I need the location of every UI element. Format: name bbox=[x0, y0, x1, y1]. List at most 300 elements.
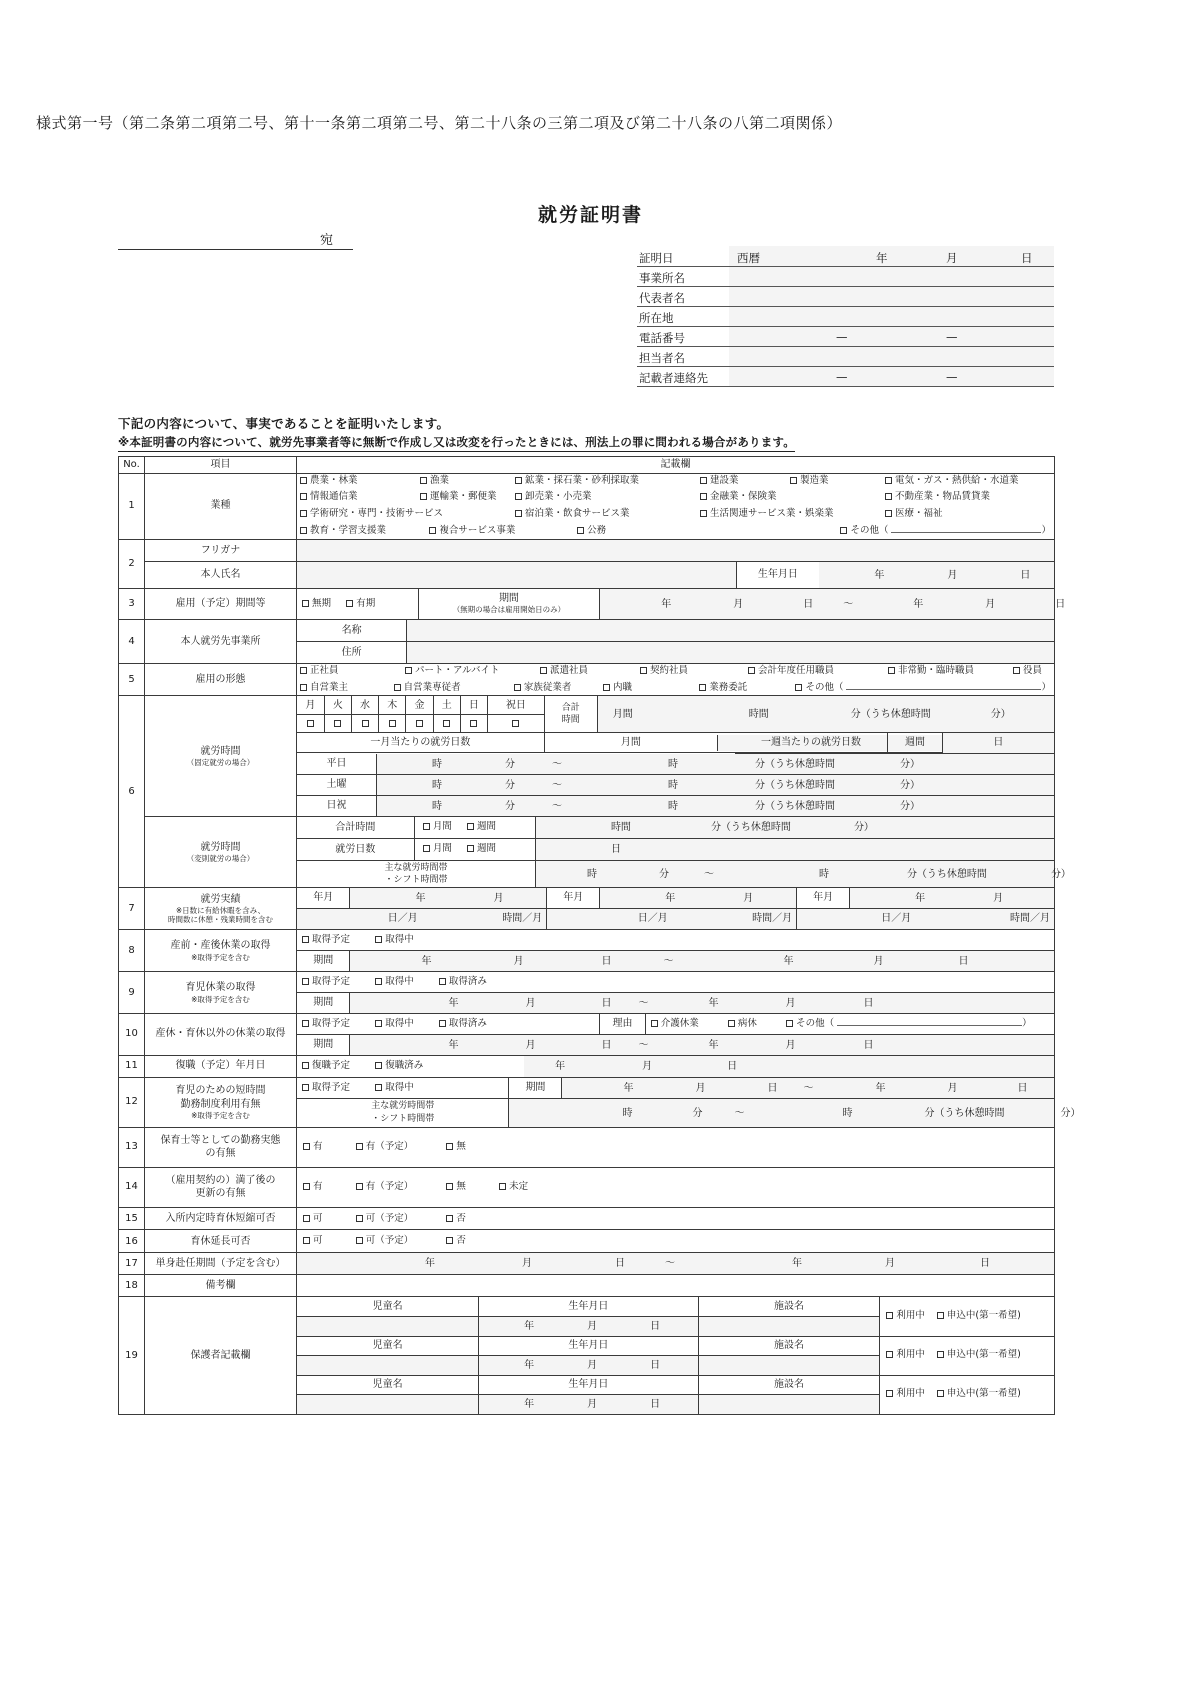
checkbox-industry-mining[interactable]: 鉱業・採石業・砂利採取業 bbox=[515, 475, 700, 488]
checkbox-renewal-undecided[interactable]: 未定 bbox=[499, 1181, 528, 1194]
issuer-info-table bbox=[637, 246, 1054, 387]
work-record-label: 就労実績 bbox=[200, 893, 241, 905]
input-shorttime-shift[interactable] bbox=[509, 1098, 1081, 1127]
var-shift-l2: ・シフト時間帯 bbox=[384, 875, 448, 886]
info-value-writer-contact[interactable] bbox=[729, 366, 1054, 386]
input-guardian-dob[interactable]: 年 月 日 bbox=[479, 1355, 699, 1375]
wr-hpm-2: 時間／月 bbox=[752, 913, 793, 925]
guardian-col-facility: 施設名 bbox=[698, 1336, 880, 1355]
worktime-saturday-row bbox=[297, 774, 1054, 795]
st-d1: 日 bbox=[767, 1082, 778, 1094]
checkbox-shorttime-ongoing[interactable]: 取得中 bbox=[375, 1082, 414, 1095]
guardian-col-facility: 施設名 bbox=[698, 1297, 880, 1316]
wr-counts-2 bbox=[547, 909, 797, 930]
checkbox-industry-lodging-food[interactable]: 宿泊業・飲食サービス業 bbox=[515, 508, 700, 521]
row-no-16: 16 bbox=[119, 1230, 145, 1253]
checkbox-industry-construction[interactable]: 建設業 bbox=[700, 475, 790, 488]
checkbox-status-applying[interactable]: 申込中(第一希望) bbox=[937, 1388, 1021, 1401]
row-no-10: 10 bbox=[119, 1013, 145, 1055]
row-no-4: 4 bbox=[119, 619, 145, 663]
checkbox-extend-planned[interactable]: 可（予定） bbox=[356, 1235, 414, 1248]
row-no-14: 14 bbox=[119, 1167, 145, 1207]
input-guardian-child-name[interactable] bbox=[297, 1355, 479, 1375]
checkbox-return-completed[interactable]: 復職済み bbox=[375, 1060, 423, 1073]
var-work-days-checks bbox=[414, 838, 535, 860]
input-days-per-week[interactable] bbox=[942, 733, 1054, 753]
input-var-shift-time[interactable] bbox=[535, 860, 1071, 887]
checkbox-industry-info-comm[interactable]: 情報通信業 bbox=[300, 491, 420, 504]
checkbox-emp-nonregular[interactable]: 非常勤・臨時職員 bbox=[888, 665, 1013, 678]
input-furigana[interactable] bbox=[297, 539, 1055, 561]
checkbox-industry-finance-insurance[interactable]: 金融業・保険業 bbox=[700, 491, 885, 504]
guardian-status-checks bbox=[880, 1297, 1054, 1336]
other-leave-cell bbox=[297, 1013, 1055, 1055]
cl-m1: 月 bbox=[525, 997, 536, 1009]
input-wr-ym-2[interactable] bbox=[600, 888, 797, 909]
input-transfer-period[interactable] bbox=[297, 1253, 1055, 1275]
checkbox-childcare-completed[interactable]: 取得済み bbox=[439, 976, 487, 989]
input-wr-days-3[interactable] bbox=[797, 909, 915, 929]
wd-min: 分 bbox=[504, 758, 515, 770]
checkbox-fixed-term[interactable]: 有期 bbox=[346, 598, 375, 611]
row-no-1: 1 bbox=[119, 473, 145, 539]
table-row-worktime-variable bbox=[119, 816, 1055, 887]
maternity-checks bbox=[297, 930, 1054, 950]
ml-d1: 日 bbox=[601, 955, 612, 967]
checkbox-status-applying[interactable]: 申込中(第一希望) bbox=[937, 1310, 1021, 1323]
table-row-childcare-leave bbox=[119, 971, 1055, 1013]
rd-d: 日 bbox=[727, 1060, 738, 1072]
input-guardian-dob[interactable]: 年 月 日 bbox=[479, 1394, 699, 1414]
work-record-sub1: ※日数に有給休暇を含み、 bbox=[175, 906, 266, 916]
guardian-status-checks bbox=[880, 1336, 1054, 1375]
info-value-representative[interactable] bbox=[729, 286, 1054, 306]
checkbox-extend-no[interactable]: 否 bbox=[446, 1235, 466, 1248]
ol-d1: 日 bbox=[601, 1039, 612, 1051]
guardian-col-child: 児童名 bbox=[297, 1297, 479, 1316]
checkbox-industry-compound-service[interactable]: 複合サービス事業 bbox=[429, 525, 577, 538]
var-total-hours-label: 合計時間 bbox=[297, 817, 414, 839]
checkbox-industry-wholesale-retail[interactable]: 卸売業・小売業 bbox=[515, 491, 700, 504]
sa-hour: 時 bbox=[431, 779, 442, 791]
input-remarks[interactable] bbox=[297, 1275, 1055, 1297]
wr-ym-3: 年月 bbox=[797, 888, 850, 909]
checkbox-industry-other[interactable]: その他（ ） bbox=[840, 525, 1051, 538]
rd-m: 月 bbox=[642, 1060, 653, 1072]
tp-y2: 年 bbox=[792, 1257, 802, 1269]
guardian-col-facility: 施設名 bbox=[698, 1375, 880, 1394]
cp-u-day2: 日 bbox=[1055, 598, 1066, 610]
other-leave-checks bbox=[297, 1014, 600, 1034]
checkbox-childcare-ongoing[interactable]: 取得中 bbox=[375, 976, 414, 989]
checkbox-var-total-weekly[interactable]: 週間 bbox=[467, 821, 496, 834]
cp-tilde: ～ bbox=[843, 598, 854, 610]
checkbox-day-fri[interactable] bbox=[406, 715, 433, 733]
checkbox-industry-realestate[interactable]: 不動産業・物品賃貸業 bbox=[885, 491, 990, 504]
input-guardian-facility[interactable] bbox=[698, 1316, 880, 1336]
input-wr-ym-1[interactable] bbox=[350, 888, 547, 909]
ml-tilde: ～ bbox=[663, 955, 674, 967]
checkbox-industry-living-amusement[interactable]: 生活関連サービス業・娯楽業 bbox=[700, 508, 885, 521]
cl-d2: 日 bbox=[863, 997, 874, 1009]
input-shorttime-period[interactable] bbox=[562, 1078, 1054, 1099]
row-no-9: 9 bbox=[119, 971, 145, 1013]
input-total-monthly-time[interactable] bbox=[597, 696, 1053, 733]
guardian-col-dob: 生年月日 bbox=[479, 1336, 699, 1355]
table-row-furigana bbox=[119, 539, 1055, 561]
wr-m-1: 月 bbox=[493, 893, 504, 905]
row-item-worktime-variable bbox=[145, 816, 297, 887]
ol-y1: 年 bbox=[448, 1039, 459, 1051]
unit-year: 年 bbox=[876, 250, 888, 265]
dob-unit-month: 月 bbox=[947, 569, 958, 581]
ol-d2: 日 bbox=[863, 1039, 874, 1051]
childcare-period-row bbox=[297, 992, 1054, 1013]
input-wr-ym-3[interactable] bbox=[850, 888, 1054, 909]
checkbox-var-days-weekly[interactable]: 週間 bbox=[467, 843, 496, 856]
checkbox-day-tue[interactable] bbox=[324, 715, 351, 733]
st-d2: 日 bbox=[1017, 1082, 1028, 1094]
input-return-date[interactable] bbox=[524, 1056, 1054, 1077]
header-no: No. bbox=[119, 457, 145, 474]
row-item-shorten-childcare: 入所内定時育休短縮可否 bbox=[145, 1207, 297, 1230]
monthly2-label: 月間 bbox=[545, 735, 718, 751]
input-workplace-address[interactable] bbox=[407, 642, 1054, 663]
day-unit-2: 日 bbox=[993, 737, 1004, 749]
checkbox-var-total-monthly[interactable]: 月間 bbox=[423, 821, 452, 834]
tp-tilde: ～ bbox=[665, 1257, 675, 1269]
var-shift-label bbox=[297, 860, 535, 887]
input-dob[interactable] bbox=[819, 562, 1054, 588]
wr-ym-1: 年月 bbox=[297, 888, 350, 909]
input-guardian-facility[interactable] bbox=[698, 1394, 880, 1414]
checkbox-status-using[interactable]: 利用中 bbox=[886, 1388, 925, 1401]
checkbox-day-sat[interactable] bbox=[433, 715, 460, 733]
row-no-2: 2 bbox=[119, 539, 145, 588]
checkbox-industry-fishery[interactable]: 漁業 bbox=[420, 475, 515, 488]
checkbox-return-planned[interactable]: 復職予定 bbox=[302, 1060, 350, 1073]
checkbox-emp-selfemployed[interactable]: 自営業主 bbox=[300, 682, 394, 695]
checkbox-otherleave-ongoing[interactable]: 取得中 bbox=[375, 1018, 414, 1031]
input-maternity-period[interactable] bbox=[350, 951, 1054, 971]
row-item-maternity-leave bbox=[145, 930, 297, 972]
wd-tilde: ～ bbox=[551, 758, 562, 770]
checkbox-nursery-yes[interactable]: 有 bbox=[303, 1141, 323, 1154]
checkbox-day-holiday[interactable] bbox=[488, 715, 545, 733]
sa-rest-open: 分（うち休憩時間 bbox=[754, 779, 835, 791]
shorttime-checks-row bbox=[297, 1078, 1054, 1099]
maternity-checks-row bbox=[297, 930, 1054, 950]
checkbox-shorten-planned[interactable]: 可（予定） bbox=[356, 1213, 414, 1226]
checkbox-extend-yes[interactable]: 可 bbox=[303, 1235, 323, 1248]
sh-rest-close: 分） bbox=[899, 800, 920, 812]
input-guardian-facility[interactable] bbox=[698, 1355, 880, 1375]
info-label-date: 証明日 bbox=[637, 246, 729, 266]
row-item-industry: 業種 bbox=[145, 473, 297, 539]
workplace-address-cell bbox=[297, 641, 1055, 663]
table-row-employment-type bbox=[119, 663, 1055, 696]
row-item-childcare-leave bbox=[145, 971, 297, 1013]
checkbox-renewal-yes[interactable]: 有 bbox=[303, 1181, 323, 1194]
phone-dash-2: — bbox=[946, 329, 958, 344]
checkbox-industry-public[interactable]: 公務 bbox=[577, 525, 840, 538]
checkbox-emp-other[interactable]: その他（ ） bbox=[795, 682, 1051, 695]
table-row-extend-childcare bbox=[119, 1230, 1055, 1253]
shorttime-period-label: 期間 bbox=[509, 1078, 562, 1099]
wr-dpm-3: 日／月 bbox=[881, 913, 912, 925]
tp-d2: 日 bbox=[980, 1257, 990, 1269]
checkbox-industry-education[interactable]: 教育・学習支援業 bbox=[300, 525, 429, 538]
cl-y2: 年 bbox=[708, 997, 719, 1009]
checkbox-emp-fulltime[interactable]: 正社員 bbox=[300, 665, 405, 678]
input-wr-hours-2[interactable] bbox=[672, 909, 796, 929]
input-var-work-days[interactable] bbox=[535, 838, 1054, 860]
table-row-industry bbox=[119, 473, 1055, 539]
checkbox-emp-family-worker[interactable]: 家族従業者 bbox=[514, 682, 603, 695]
checkbox-status-applying[interactable]: 申込中(第一希望) bbox=[937, 1349, 1021, 1362]
info-value-office[interactable] bbox=[729, 266, 1054, 286]
input-var-total-hours[interactable] bbox=[535, 817, 1054, 839]
input-saturday-time[interactable] bbox=[376, 774, 1054, 795]
info-row-writer-contact bbox=[637, 366, 1054, 386]
checkbox-day-thu[interactable] bbox=[379, 715, 406, 733]
guardian-col-child: 児童名 bbox=[297, 1336, 479, 1355]
checkbox-reason-sick[interactable]: 病休 bbox=[728, 1018, 757, 1031]
guardian-cell bbox=[297, 1297, 1055, 1415]
info-row-phone bbox=[637, 326, 1054, 346]
checkbox-status-using[interactable]: 利用中 bbox=[886, 1310, 925, 1323]
st-y2: 年 bbox=[875, 1082, 886, 1094]
checkbox-maternity-planned[interactable]: 取得予定 bbox=[302, 934, 350, 947]
ml-m2: 月 bbox=[873, 955, 884, 967]
info-label-writer-contact: 記載者連絡先 bbox=[637, 366, 729, 386]
ml-y1: 年 bbox=[421, 955, 432, 967]
st-item2: 勤務制度利用有無 bbox=[180, 1098, 261, 1110]
checkbox-industry-academic[interactable]: 学術研究・専門・技術サービス bbox=[300, 508, 515, 521]
contract-renewal-checks bbox=[297, 1167, 1055, 1207]
var-rest-open: 分（うち休憩時間 bbox=[710, 821, 791, 833]
vs-tilde: ～ bbox=[703, 869, 714, 881]
row-item-contract-renewal bbox=[145, 1167, 297, 1207]
cr-item2: 更新の有無 bbox=[195, 1188, 246, 1200]
checkbox-renewal-no[interactable]: 無 bbox=[446, 1181, 466, 1194]
sh-min: 分 bbox=[504, 800, 515, 812]
info-value-date[interactable] bbox=[729, 246, 1054, 266]
workplace-name-label: 名称 bbox=[297, 620, 407, 641]
employment-line-1 bbox=[300, 665, 1051, 678]
work-record-cell bbox=[297, 888, 1055, 930]
ml-y2: 年 bbox=[783, 955, 794, 967]
checkbox-industry-manufacturing[interactable]: 製造業 bbox=[790, 475, 885, 488]
days-per-week-label: 一週当たりの就労日数 bbox=[735, 733, 888, 753]
checkbox-emp-outsourcing[interactable]: 業務委託 bbox=[699, 682, 795, 695]
row-item-other-leave: 産休・育休以外の休業の取得 bbox=[145, 1013, 297, 1055]
worktime-fixed-label: 就労時間 bbox=[200, 745, 241, 757]
row-item-furigana: フリガナ bbox=[145, 539, 297, 561]
wd-rest-open: 分（うち休憩時間 bbox=[754, 758, 835, 770]
st-sub: ※取得予定を含む bbox=[191, 1111, 250, 1121]
input-childcare-period[interactable] bbox=[350, 993, 1054, 1013]
maternity-sub: ※取得予定を含む bbox=[191, 952, 250, 962]
table-row-remarks bbox=[119, 1275, 1055, 1297]
sts-rest-open: 分（うち休憩時間 bbox=[924, 1107, 1005, 1119]
table-row-worktime-fixed bbox=[119, 696, 1055, 817]
row-no-7: 7 bbox=[119, 888, 145, 930]
table-row-shorttime-work bbox=[119, 1077, 1055, 1127]
row-item-shorttime-work bbox=[145, 1077, 297, 1127]
wr-hpm-1: 時間／月 bbox=[502, 913, 543, 925]
checkbox-renewal-planned[interactable]: 有（予定） bbox=[356, 1181, 414, 1194]
table-row-work-record bbox=[119, 888, 1055, 930]
vs-rest-close: 分） bbox=[1050, 869, 1071, 881]
table-row-workplace bbox=[119, 619, 1055, 641]
table-row-guardian-section bbox=[119, 1297, 1055, 1415]
input-guardian-child-name[interactable] bbox=[297, 1316, 479, 1336]
childcare-period-label: 期間 bbox=[297, 993, 350, 1013]
workplace-name-cell bbox=[297, 619, 1055, 641]
checkbox-nursery-no[interactable]: 無 bbox=[446, 1141, 466, 1154]
worktime-var-sub: （変則就労の場合） bbox=[186, 854, 255, 864]
checkbox-shorten-no[interactable]: 否 bbox=[446, 1213, 466, 1226]
checkbox-emp-contract[interactable]: 契約社員 bbox=[640, 665, 748, 678]
industry-line-1 bbox=[300, 475, 1051, 488]
checkbox-day-sun[interactable] bbox=[460, 715, 487, 733]
cp-u-day1: 日 bbox=[803, 598, 814, 610]
period-label-cell bbox=[418, 589, 600, 619]
st-m1: 月 bbox=[695, 1082, 706, 1094]
checkbox-otherleave-completed[interactable]: 取得済み bbox=[439, 1018, 487, 1031]
checkbox-emp-family-selfemployed[interactable]: 自営業専従者 bbox=[394, 682, 514, 695]
sh-tilde: ～ bbox=[551, 800, 562, 812]
writer-dash-1: — bbox=[836, 369, 848, 384]
worktime-fixed-sub: （固定就労の場合） bbox=[186, 758, 255, 768]
vs-min: 分 bbox=[658, 869, 669, 881]
row-item-remarks: 備考欄 bbox=[145, 1275, 297, 1297]
sh-rest-open: 分（うち休憩時間 bbox=[754, 800, 835, 812]
info-value-address[interactable] bbox=[729, 306, 1054, 326]
sa-hour2: 時 bbox=[667, 779, 678, 791]
maternity-cell bbox=[297, 930, 1055, 972]
input-workplace-name[interactable] bbox=[407, 620, 1054, 641]
checkbox-reason-other[interactable]: その他（ ） bbox=[786, 1018, 1032, 1031]
other-leave-period-label: 期間 bbox=[297, 1035, 350, 1055]
checkbox-industry-utilities[interactable]: 電気・ガス・熱供給・水道業 bbox=[885, 475, 1019, 488]
checkbox-childcare-planned[interactable]: 取得予定 bbox=[302, 976, 350, 989]
input-wr-hours-1[interactable] bbox=[422, 909, 547, 929]
childcare-label: 育児休業の取得 bbox=[185, 982, 256, 994]
checkbox-indefinite-term[interactable]: 無期 bbox=[302, 598, 331, 611]
info-row-date bbox=[637, 246, 1054, 266]
table-row-return-date bbox=[119, 1055, 1055, 1077]
checkbox-shorttime-planned[interactable]: 取得予定 bbox=[302, 1082, 350, 1095]
maternity-period-cell bbox=[297, 950, 1054, 971]
industry-line-4 bbox=[300, 525, 1051, 538]
shorttime-shift-label bbox=[297, 1098, 509, 1127]
unit-day: 日 bbox=[1021, 250, 1033, 265]
checkbox-nursery-planned[interactable]: 有（予定） bbox=[356, 1141, 414, 1154]
input-sunholiday-time[interactable] bbox=[376, 795, 1054, 816]
wr-ym-2: 年月 bbox=[547, 888, 600, 909]
var-rest-close: 分） bbox=[853, 821, 874, 833]
saturday-label: 土曜 bbox=[297, 774, 376, 795]
row-no-5: 5 bbox=[119, 663, 145, 696]
input-contract-period[interactable] bbox=[600, 589, 1066, 619]
weekday-label: 平日 bbox=[297, 754, 376, 775]
worktime-detail-rows bbox=[297, 754, 1054, 816]
rest-close: 分） bbox=[990, 709, 1011, 721]
var-work-days-row bbox=[297, 838, 1054, 860]
checkbox-maternity-ongoing[interactable]: 取得中 bbox=[375, 934, 414, 947]
contract-period-cell bbox=[297, 588, 1066, 619]
input-wr-hours-3[interactable] bbox=[915, 909, 1054, 929]
cl-m2: 月 bbox=[785, 997, 796, 1009]
checkbox-emp-parttime[interactable]: パート・アルバイト bbox=[405, 665, 540, 678]
checkbox-day-mon[interactable] bbox=[297, 715, 324, 733]
info-value-contact-person[interactable] bbox=[729, 346, 1054, 366]
input-name[interactable] bbox=[297, 562, 736, 588]
return-date-cell bbox=[297, 1055, 1055, 1077]
info-value-phone[interactable] bbox=[729, 326, 1054, 346]
checkbox-industry-medical-welfare[interactable]: 医療・福祉 bbox=[885, 508, 943, 521]
checkbox-emp-officer[interactable]: 役員 bbox=[1013, 665, 1042, 678]
checkbox-var-days-monthly[interactable]: 月間 bbox=[423, 843, 452, 856]
input-guardian-dob[interactable]: 年 月 日 bbox=[479, 1316, 699, 1336]
row-no-3: 3 bbox=[119, 588, 145, 619]
addressee-blank[interactable] bbox=[118, 228, 353, 250]
vs-hour: 時 bbox=[586, 869, 597, 881]
info-label-representative: 代表者名 bbox=[637, 286, 729, 306]
checkbox-emp-fiscal-year[interactable]: 会計年度任用職員 bbox=[748, 665, 888, 678]
row-item-extend-childcare: 育休延長可否 bbox=[145, 1230, 297, 1253]
guardian-col-child: 児童名 bbox=[297, 1375, 479, 1394]
checkbox-shorten-yes[interactable]: 可 bbox=[303, 1213, 323, 1226]
header-entry: 記載欄 bbox=[297, 457, 1055, 474]
checkbox-emp-dispatch[interactable]: 派遣社員 bbox=[540, 665, 640, 678]
weekly-label: 週間 bbox=[888, 733, 942, 753]
cp-u-month2: 月 bbox=[985, 598, 996, 610]
wr-y-3: 年 bbox=[915, 893, 926, 905]
checkbox-otherleave-planned[interactable]: 取得予定 bbox=[302, 1018, 350, 1031]
ml-d2: 日 bbox=[958, 955, 969, 967]
info-label-address: 所在地 bbox=[637, 306, 729, 326]
sts-min: 分 bbox=[692, 1107, 703, 1119]
cl-d1: 日 bbox=[601, 997, 612, 1009]
checkbox-reason-nursing[interactable]: 介護休業 bbox=[651, 1018, 699, 1031]
checkbox-day-wed[interactable] bbox=[351, 715, 378, 733]
input-other-leave-period[interactable] bbox=[350, 1035, 1054, 1055]
row-item-transfer-period: 単身赴任期間（予定を含む） bbox=[145, 1253, 297, 1275]
checkbox-emp-homework[interactable]: 内職 bbox=[603, 682, 699, 695]
row-item-workplace: 本人就労先事業所 bbox=[145, 619, 297, 663]
row-no-8: 8 bbox=[119, 930, 145, 972]
checkbox-status-using[interactable]: 利用中 bbox=[886, 1349, 925, 1362]
checkbox-industry-agriculture[interactable]: 農業・林業 bbox=[300, 475, 420, 488]
input-weekday-time[interactable] bbox=[376, 754, 1054, 775]
worktime-fixed-cell bbox=[297, 696, 1055, 817]
input-wr-days-2[interactable] bbox=[547, 909, 671, 929]
childcare-checks bbox=[297, 972, 1054, 992]
st-shift-l2: ・シフト時間帯 bbox=[371, 1113, 435, 1124]
input-wr-days-1[interactable] bbox=[297, 909, 422, 929]
row-no-13: 13 bbox=[119, 1127, 145, 1167]
checkbox-industry-transport[interactable]: 運輸業・郵便業 bbox=[420, 491, 515, 504]
sh-hour2: 時 bbox=[667, 800, 678, 812]
input-guardian-child-name[interactable] bbox=[297, 1394, 479, 1414]
other-leave-period-cell bbox=[297, 1034, 1054, 1055]
cl-y1: 年 bbox=[448, 997, 459, 1009]
name-and-dob-cell bbox=[297, 561, 1055, 588]
day-fri: 金 bbox=[406, 696, 433, 714]
